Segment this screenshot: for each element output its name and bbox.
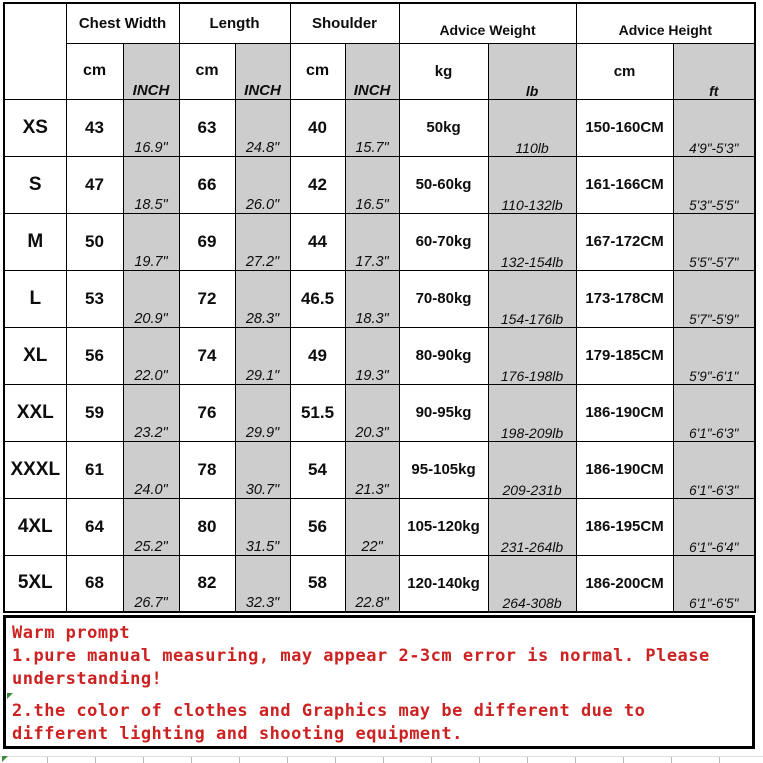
warm-prompt-line-4: different lighting and shooting equipment. (12, 724, 463, 744)
chest-inch-cell: 25.2" (123, 498, 179, 555)
unit-height-cm: cm (576, 43, 673, 99)
weight-kg-cell: 120-140kg (399, 555, 488, 612)
size-label-cell: XXL (4, 384, 66, 441)
unit-shoulder-inch: INCH (345, 43, 399, 99)
table-row (4, 384, 755, 441)
shoulder-cm-cell: 44 (290, 213, 345, 270)
unit-height-ft: ft (673, 43, 755, 99)
height-cm-cell: 161-166CM (576, 156, 673, 213)
height-ft-cell: 6'1"-6'3" (673, 441, 755, 498)
warm-prompt-title: Warm prompt (12, 623, 131, 643)
table-row (4, 156, 755, 213)
length-inch-cell: 29.9" (235, 384, 290, 441)
chest-inch-cell: 24.0" (123, 441, 179, 498)
height-cm-cell: 186-200CM (576, 555, 673, 612)
length-cm-cell: 63 (179, 99, 235, 156)
chest-cm-cell: 50 (66, 213, 123, 270)
shoulder-inch-cell: 22.8" (345, 555, 399, 612)
weight-kg-cell: 50kg (399, 99, 488, 156)
weight-lb-cell: 198-209lb (488, 384, 576, 441)
size-chart-table (3, 2, 756, 613)
header-unit-row (4, 43, 755, 99)
shoulder-cm-cell: 46.5 (290, 270, 345, 327)
warm-prompt-line-1: 1.pure manual measuring, may appear 2-3cm error is normal. Please (12, 646, 710, 666)
height-cm-cell: 167-172CM (576, 213, 673, 270)
shoulder-cm-cell: 58 (290, 555, 345, 612)
weight-kg-cell: 90-95kg (399, 384, 488, 441)
weight-kg-cell: 70-80kg (399, 270, 488, 327)
chest-cm-cell: 59 (66, 384, 123, 441)
unit-weight-kg: kg (399, 43, 488, 99)
weight-lb-cell: 231-264lb (488, 498, 576, 555)
shoulder-cm-cell: 56 (290, 498, 345, 555)
shoulder-inch-cell: 17.3" (345, 213, 399, 270)
weight-lb-cell: 132-154lb (488, 213, 576, 270)
shoulder-inch-cell: 15.7" (345, 99, 399, 156)
group-shoulder: Shoulder (290, 3, 399, 43)
length-cm-cell: 72 (179, 270, 235, 327)
length-cm-cell: 74 (179, 327, 235, 384)
chest-cm-cell: 61 (66, 441, 123, 498)
weight-lb-cell: 110lb (488, 99, 576, 156)
weight-lb-cell: 209-231b (488, 441, 576, 498)
length-cm-cell: 80 (179, 498, 235, 555)
table-row (4, 441, 755, 498)
chest-cm-cell: 64 (66, 498, 123, 555)
chest-inch-cell: 26.7" (123, 555, 179, 612)
chest-inch-cell: 19.7" (123, 213, 179, 270)
length-cm-cell: 66 (179, 156, 235, 213)
table-row (4, 498, 755, 555)
chest-inch-cell: 20.9" (123, 270, 179, 327)
table-row (4, 270, 755, 327)
warm-prompt-line-2: understanding! (12, 669, 163, 689)
size-label-cell: L (4, 270, 66, 327)
size-label-cell: 5XL (4, 555, 66, 612)
height-cm-cell: 173-178CM (576, 270, 673, 327)
length-inch-cell: 30.7" (235, 441, 290, 498)
length-inch-cell: 26.0" (235, 156, 290, 213)
chest-cm-cell: 68 (66, 555, 123, 612)
chest-inch-cell: 23.2" (123, 384, 179, 441)
chest-inch-cell: 18.5" (123, 156, 179, 213)
size-label-cell: XXXL (4, 441, 66, 498)
size-label-cell: M (4, 213, 66, 270)
size-label-cell: 4XL (4, 498, 66, 555)
shoulder-inch-cell: 22" (345, 498, 399, 555)
cell-note-marker-icon (2, 756, 8, 762)
chest-cm-cell: 47 (66, 156, 123, 213)
spreadsheet-gridline-strip (0, 756, 763, 763)
group-chest-width: Chest Width (66, 3, 179, 43)
unit-length-inch: INCH (235, 43, 290, 99)
group-advice-height: Advice Height (576, 3, 755, 43)
table-row (4, 327, 755, 384)
warm-prompt-box (3, 615, 755, 749)
table-row (4, 555, 755, 612)
chest-cm-cell: 43 (66, 99, 123, 156)
chest-cm-cell: 56 (66, 327, 123, 384)
height-cm-cell: 150-160CM (576, 99, 673, 156)
length-inch-cell: 31.5" (235, 498, 290, 555)
size-label-cell: XS (4, 99, 66, 156)
weight-kg-cell: 60-70kg (399, 213, 488, 270)
table-row (4, 213, 755, 270)
weight-lb-cell: 154-176lb (488, 270, 576, 327)
chest-cm-cell: 53 (66, 270, 123, 327)
table-row (4, 99, 755, 156)
weight-lb-cell: 110-132lb (488, 156, 576, 213)
height-ft-cell: 4'9"-5'3" (673, 99, 755, 156)
warm-prompt-line-3: 2.the color of clothes and Graphics may be different due to (12, 701, 646, 721)
shoulder-cm-cell: 42 (290, 156, 345, 213)
shoulder-cm-cell: 51.5 (290, 384, 345, 441)
weight-lb-cell: 264-308b (488, 555, 576, 612)
shoulder-inch-cell: 16.5" (345, 156, 399, 213)
length-cm-cell: 69 (179, 213, 235, 270)
shoulder-cm-cell: 54 (290, 441, 345, 498)
length-inch-cell: 28.3" (235, 270, 290, 327)
length-inch-cell: 29.1" (235, 327, 290, 384)
length-cm-cell: 82 (179, 555, 235, 612)
unit-shoulder-cm: cm (290, 43, 345, 99)
weight-kg-cell: 50-60kg (399, 156, 488, 213)
cell-note-marker-icon (7, 693, 13, 699)
height-cm-cell: 186-195CM (576, 498, 673, 555)
size-label-cell: S (4, 156, 66, 213)
length-cm-cell: 78 (179, 441, 235, 498)
size-chart-body (4, 99, 755, 612)
corner-cell (4, 3, 66, 99)
length-cm-cell: 76 (179, 384, 235, 441)
height-ft-cell: 5'7"-5'9" (673, 270, 755, 327)
unit-chest-cm: cm (66, 43, 123, 99)
length-inch-cell: 32.3" (235, 555, 290, 612)
chest-inch-cell: 22.0" (123, 327, 179, 384)
shoulder-inch-cell: 18.3" (345, 270, 399, 327)
height-ft-cell: 5'3"-5'5" (673, 156, 755, 213)
weight-lb-cell: 176-198lb (488, 327, 576, 384)
shoulder-cm-cell: 49 (290, 327, 345, 384)
height-ft-cell: 6'1"-6'5" (673, 555, 755, 612)
shoulder-inch-cell: 19.3" (345, 327, 399, 384)
weight-kg-cell: 80-90kg (399, 327, 488, 384)
unit-weight-lb: lb (488, 43, 576, 99)
header-group-row (4, 3, 755, 43)
height-ft-cell: 6'1"-6'3" (673, 384, 755, 441)
height-cm-cell: 179-185CM (576, 327, 673, 384)
group-length: Length (179, 3, 290, 43)
size-label-cell: XL (4, 327, 66, 384)
weight-kg-cell: 95-105kg (399, 441, 488, 498)
shoulder-inch-cell: 21.3" (345, 441, 399, 498)
unit-length-cm: cm (179, 43, 235, 99)
height-cm-cell: 186-190CM (576, 441, 673, 498)
group-advice-weight: Advice Weight (399, 3, 576, 43)
height-cm-cell: 186-190CM (576, 384, 673, 441)
height-ft-cell: 5'9"-6'1" (673, 327, 755, 384)
height-ft-cell: 6'1"-6'4" (673, 498, 755, 555)
shoulder-inch-cell: 20.3" (345, 384, 399, 441)
shoulder-cm-cell: 40 (290, 99, 345, 156)
weight-kg-cell: 105-120kg (399, 498, 488, 555)
height-ft-cell: 5'5"-5'7" (673, 213, 755, 270)
chest-inch-cell: 16.9" (123, 99, 179, 156)
length-inch-cell: 24.8" (235, 99, 290, 156)
unit-chest-inch: INCH (123, 43, 179, 99)
length-inch-cell: 27.2" (235, 213, 290, 270)
